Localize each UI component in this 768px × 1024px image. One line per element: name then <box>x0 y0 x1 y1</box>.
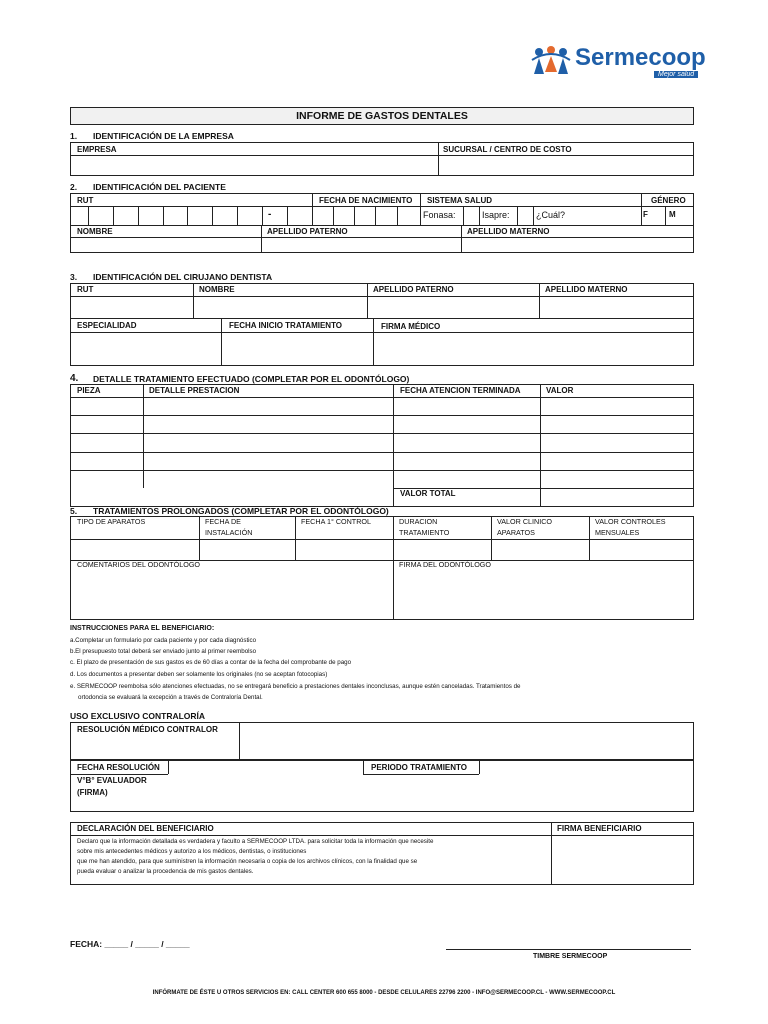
instruccion-b: b.El presupuesto total deberá ser enviado junto al primer reembolso <box>70 648 257 655</box>
s3-title: IDENTIFICACIÓN DEL CIRUJANO DENTISTA <box>93 272 273 282</box>
instrucciones-title: INSTRUCCIONES PARA EL BENEFICIARIO: <box>70 625 215 632</box>
sistema-salud-label: SISTEMA SALUD <box>427 196 493 205</box>
paciente-nombre-label: NOMBRE <box>77 227 113 236</box>
instruccion-c: c. El plazo de presentación de sus gastos es de 60 días a contar de la fecha del comprobante de pago <box>70 659 352 666</box>
instruccion-e-cont: ortodoncia se evaluará la excepción a través de Contraloría Dental. <box>78 694 263 701</box>
valor-clinico-header-1: VALOR CLINICO <box>497 517 552 526</box>
instruccion-a: a.Completar un formulario por cada paciente y por cada diagnóstico <box>70 637 257 644</box>
s1-number: 1. <box>70 131 78 141</box>
firma-odontologo-label: FIRMA DEL ODONTÓLOGO <box>399 560 491 569</box>
genero-label: GÉNERO <box>651 196 686 205</box>
dentista-nombre-label: NOMBRE <box>199 285 235 294</box>
s2-title: IDENTIFICACIÓN DEL PACIENTE <box>93 182 226 192</box>
empresa-table <box>70 142 694 176</box>
paciente-ap-paterno-label: APELLIDO PATERNO <box>267 227 348 236</box>
pieza-header: PIEZA <box>77 386 101 395</box>
brand-tagline: Mejor salud <box>654 71 698 78</box>
s5-title: TRATAMIENTOS PROLONGADOS (COMPLETAR POR EL ODONTÓLOGO) <box>93 506 389 516</box>
duracion-header-1: DURACION <box>399 517 438 526</box>
isapre-option[interactable]: Isapre: <box>482 210 510 220</box>
rut-dash: - <box>268 209 272 220</box>
tratamiento-table <box>70 384 694 507</box>
sermecoop-logo <box>530 44 705 80</box>
paciente-ap-materno-label: APELLIDO MATERNO <box>467 227 550 236</box>
brand-name: Sermecoop <box>575 44 706 71</box>
dentista-ap-paterno-label: APELLIDO PATERNO <box>373 285 454 294</box>
s4-title: DETALLE TRATAMIENTO EFECTUADO (COMPLETAR POR EL ODONTÓLOGO) <box>93 374 410 384</box>
form-title: INFORME DE GASTOS DENTALES <box>296 110 468 122</box>
detalle-header: DETALLE PRESTACION <box>149 386 240 395</box>
prolongados-table <box>70 516 694 620</box>
contraloria-resolucion-box <box>70 722 694 760</box>
footer-info: INFÓRMATE DE ÉSTE U OTROS SERVICIOS EN: CALL CENTER 600 655 8000 - DESDE CELULARES 22796 2200 - INFO@SERMECOOP.CL - WWW.SERMECOOP.CL <box>152 990 616 996</box>
timbre-line <box>446 949 691 950</box>
fecha-control-header: FECHA 1° CONTROL <box>301 517 371 526</box>
genero-m-option[interactable]: M <box>669 210 676 219</box>
dentista-ap-materno-label: APELLIDO MATERNO <box>545 285 628 294</box>
sucursal-field[interactable] <box>439 156 694 176</box>
fecha-inicio-label: FECHA INICIO TRATAMIENTO <box>229 321 343 330</box>
firma-medico-label: FIRMA MÉDICO <box>381 322 441 331</box>
s1-title: IDENTIFICACIÓN DE LA EMPRESA <box>93 131 234 141</box>
contraloria-title: USO EXCLUSIVO CONTRALORÍA <box>70 711 206 721</box>
form-title-box <box>70 107 694 125</box>
valor-controles-header-2: MENSUALES <box>595 528 640 537</box>
valor-clinico-header-2: APARATOS <box>497 528 535 537</box>
duracion-header-2: TRATAMIENTO <box>399 528 450 537</box>
fecha-nacimiento-label: FECHA DE NACIMIENTO <box>319 196 413 205</box>
timbre-label: TIMBRE SERMECOOP <box>533 953 608 960</box>
cual-label: ¿Cuál? <box>536 210 566 220</box>
instruccion-e: e. SERMECOOP reembolsa sólo atenciones efectuadas, no se entregará beneficio a prestaciones dentales inconclusas, aunque estén canceladas. Tratamientos de <box>70 683 521 690</box>
valor-total-label: VALOR TOTAL <box>400 489 456 498</box>
contraloria-fecha-box <box>70 760 694 812</box>
s5-number: 5. <box>70 506 78 516</box>
periodo-tratamiento-label: PERIODO TRATAMIENTO <box>371 763 467 772</box>
s3-number: 3. <box>70 272 78 282</box>
resolucion-label: RESOLUCIÓN MÉDICO CONTRALOR <box>77 725 218 734</box>
dentista-rut-label: RUT <box>77 285 94 294</box>
fonasa-option[interactable]: Fonasa: <box>423 210 456 220</box>
paciente-rut-label: RUT <box>77 196 94 205</box>
people-logo-icon <box>530 46 572 76</box>
declaracion-line-3: que me han atendido, para que suministren la información necesaria o copia de los archivos clínicos, con la finalidad que se <box>77 858 418 865</box>
vb-firma-label: (FIRMA) <box>77 788 108 797</box>
declaracion-box <box>70 822 694 885</box>
fecha-resolucion-label: FECHA RESOLUCIÓN <box>77 763 160 772</box>
declaracion-line-4: pueda evaluar o analizar la procedencia de mis gastos dentales. <box>77 868 254 875</box>
declaracion-line-2: sobre mis antecedentes médicos y autorizo a los médicos, dentistas, o instituciones <box>77 848 307 855</box>
declaracion-line-1: Declaro que la información detallada es verdadera y faculto a SERMECOOP LTDA. para solicitar toda la información que necesite <box>77 838 434 845</box>
declaracion-title: DECLARACIÓN DEL BENEFICIARIO <box>77 824 214 833</box>
valor-controles-header-1: VALOR CONTROLES <box>595 517 666 526</box>
valor-header: VALOR <box>546 386 574 395</box>
sucursal-label: SUCURSAL / CENTRO DE COSTO <box>443 145 572 154</box>
empresa-field[interactable] <box>71 156 437 176</box>
vb-evaluador-label: V°B° EVALUADOR <box>77 776 147 785</box>
fecha-instalacion-header-2: INSTALACIÓN <box>205 528 253 537</box>
fecha-instalacion-header-1: FECHA DE <box>205 517 241 526</box>
tipo-aparatos-header: TIPO DE APARATOS <box>77 517 146 526</box>
empresa-label: EMPRESA <box>77 145 117 154</box>
firma-beneficiario-label: FIRMA BENEFICIARIO <box>557 824 642 833</box>
especialidad-label: ESPECIALIDAD <box>77 321 137 330</box>
fecha-atencion-header: FECHA ATENCION TERMINADA <box>400 386 521 395</box>
paciente-table <box>70 193 694 253</box>
s4-number: 4. <box>70 373 79 384</box>
dentista-table <box>70 283 694 366</box>
comentarios-label: COMENTARIOS DEL ODONTÓLOGO <box>77 560 200 569</box>
instruccion-d: d. Los documentos a presentar deben ser solamente los originales (no se aceptan fotocopias) <box>70 671 328 678</box>
genero-f-option[interactable]: F <box>643 210 648 219</box>
fecha-field[interactable]: FECHA: _____ / _____ / _____ <box>70 939 190 949</box>
s2-number: 2. <box>70 182 78 192</box>
